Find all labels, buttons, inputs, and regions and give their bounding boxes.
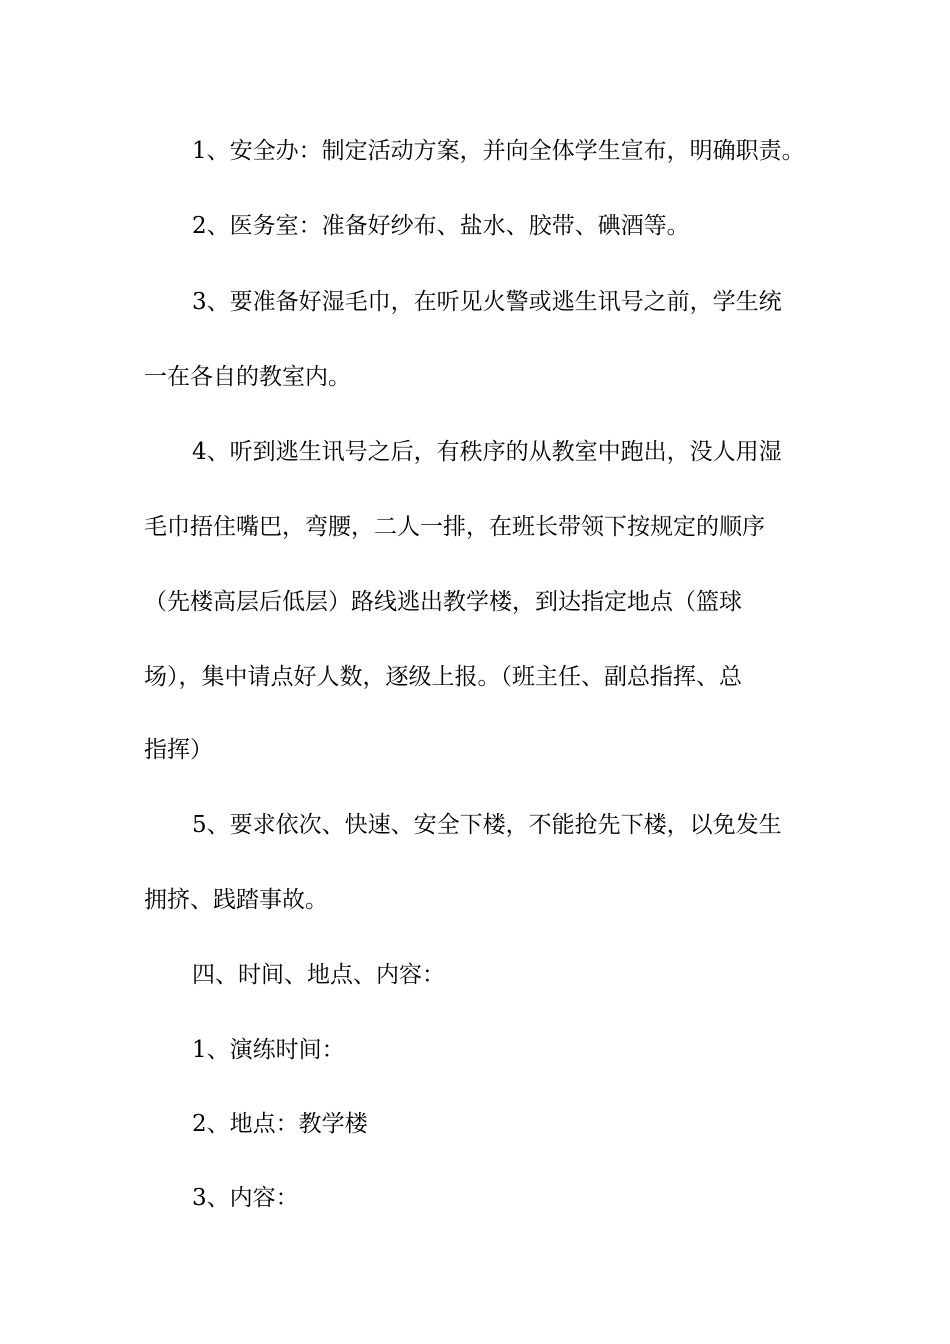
paragraph-escape-signal: 4、听到逃生讯号之后，有秩序的从教室中跑出，没人用湿: [192, 439, 782, 465]
item-location: 2、地点：教学楼: [192, 1111, 368, 1137]
item-content: 3、内容：: [192, 1185, 299, 1211]
paragraph-safety-office: 1、安全办：制定活动方案，并向全体学生宣布，明确职责。: [192, 138, 805, 164]
paragraph-wet-towel-continued: 一在各自的教室内。: [144, 364, 351, 390]
section-heading-time-place-content: 四、时间、地点、内容：: [192, 962, 445, 988]
paragraph-escape-signal-line-5: 指挥）: [144, 737, 213, 763]
paragraph-escape-signal-line-3: （先楼高层后低层）路线逃出教学楼，到达指定地点（篮球: [144, 589, 742, 615]
paragraph-orderly-descent: 5、要求依次、快速、安全下楼，不能抢先下楼，以免发生: [192, 812, 782, 838]
paragraph-wet-towel: 3、要准备好湿毛巾，在听见火警或逃生讯号之前，学生统: [192, 289, 782, 315]
item-drill-time: 1、演练时间：: [192, 1037, 345, 1063]
paragraph-escape-signal-line-4: 场），集中请点好人数，逐级上报。（班主任、副总指挥、总: [144, 664, 742, 690]
paragraph-medical-room: 2、医务室：准备好纱布、盐水、胶带、碘酒等。: [192, 213, 690, 239]
paragraph-orderly-descent-continued: 拥挤、践踏事故。: [144, 887, 328, 913]
paragraph-escape-signal-line-2: 毛巾捂住嘴巴，弯腰，二人一排，在班长带领下按规定的顺序: [144, 514, 765, 540]
